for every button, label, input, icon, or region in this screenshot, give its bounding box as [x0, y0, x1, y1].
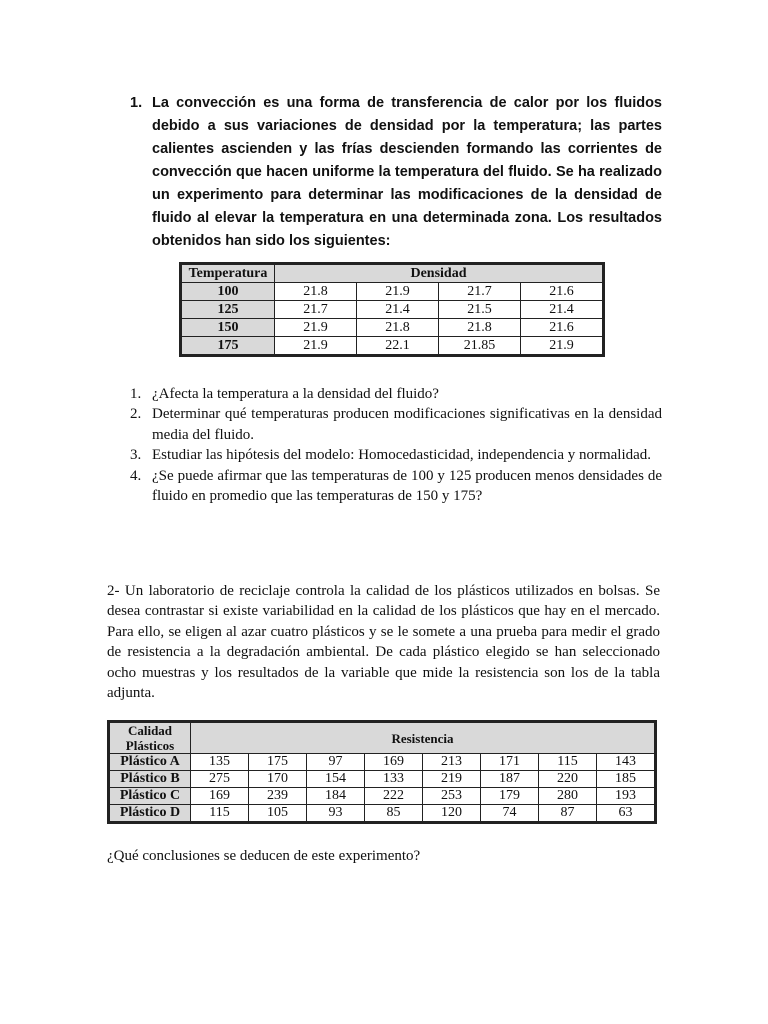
table-cell: 21.9	[521, 337, 604, 356]
table-cell: 193	[597, 788, 656, 805]
table-cell: 21.6	[521, 319, 604, 337]
question-text: Estudiar las hipótesis del modelo: Homocedasticidad, independencia y normalidad.	[152, 447, 652, 464]
exercise-1-statement	[130, 92, 662, 253]
table-cell: 184	[307, 788, 365, 805]
table-cell: 21.9	[275, 319, 357, 337]
table-cell: 170	[249, 771, 307, 788]
table-cell: 213	[423, 754, 481, 771]
table-cell: 154	[307, 771, 365, 788]
exercise-2-text: 2- Un laboratorio de reciclaje controla la calidad de los plásticos utilizados en bolsas. Se desea contrastar si existe variabilidad en la calidad de los plásticos que hay en el mercado. Para ello, se eligen al azar cuatro plásticos y se le somete a una prueba para medir el grado de resistencia a la degradación ambiental. De cada plástico elegido se han seleccionado ocho muestras y los resultados de la variable que mide la resistencia son los de la tabla adjunta.	[107, 583, 660, 702]
table-cell: 105	[249, 805, 307, 823]
table-row	[181, 301, 604, 319]
table-header-resistance: Resistencia	[191, 722, 656, 754]
list-number: 4.	[130, 467, 142, 484]
table-cell: 169	[191, 788, 249, 805]
table-cell: 280	[539, 788, 597, 805]
list-item	[130, 384, 662, 404]
row-label: Plástico D	[109, 805, 191, 823]
table-cell: 115	[539, 754, 597, 771]
list-number: 3.	[130, 447, 142, 464]
table-cell: 143	[597, 754, 656, 771]
row-label: 175	[181, 337, 275, 356]
table-cell: 87	[539, 805, 597, 823]
row-label: Plástico C	[109, 788, 191, 805]
table-row	[109, 754, 656, 771]
table-cell: 21.4	[357, 301, 439, 319]
question-text: Determinar qué temperaturas producen modificaciones significativas en la densidad media del fluido.	[152, 406, 662, 443]
conclusion-question: ¿Qué conclusiones se deducen de este experimento?	[107, 848, 421, 864]
table-row	[181, 283, 604, 301]
table-cell: 171	[481, 754, 539, 771]
table-cell: 21.6	[521, 283, 604, 301]
table-cell: 21.8	[439, 319, 521, 337]
row-label: 125	[181, 301, 275, 319]
table-cell: 22.1	[357, 337, 439, 356]
list-item	[130, 466, 662, 507]
table-cell: 21.9	[275, 337, 357, 356]
table-cell: 133	[365, 771, 423, 788]
resistance-table	[107, 720, 657, 824]
row-label: Plástico B	[109, 771, 191, 788]
table-row	[181, 319, 604, 337]
table-cell: 219	[423, 771, 481, 788]
table-header-density: Densidad	[275, 264, 604, 283]
table-cell: 185	[597, 771, 656, 788]
table-cell: 169	[365, 754, 423, 771]
table-cell: 21.7	[275, 301, 357, 319]
table-cell: 97	[307, 754, 365, 771]
table-header-temperature: Temperatura	[181, 264, 275, 283]
list-number: 1.	[130, 386, 142, 402]
row-label: 150	[181, 319, 275, 337]
table-cell: 120	[423, 805, 481, 823]
list-number: 2.	[130, 406, 142, 423]
row-label: 100	[181, 283, 275, 301]
table-cell: 85	[365, 805, 423, 823]
table-cell: 179	[481, 788, 539, 805]
table-header-quality: Calidad Plásticos	[109, 722, 191, 754]
table-cell: 93	[307, 805, 365, 823]
table-cell: 74	[481, 805, 539, 823]
table-cell: 21.8	[357, 319, 439, 337]
table-row	[109, 788, 656, 805]
table-cell: 115	[191, 805, 249, 823]
question-text: ¿Afecta la temperatura a la densidad del fluido?	[152, 386, 439, 402]
table-row	[109, 805, 656, 823]
exercise-1-questions	[130, 384, 662, 506]
table-cell: 187	[481, 771, 539, 788]
table-cell: 21.8	[275, 283, 357, 301]
list-item	[130, 445, 662, 465]
table-cell: 21.7	[439, 283, 521, 301]
question-text: ¿Se puede afirmar que las temperaturas de 100 y 125 producen menos densidades de fluido en promedio que las temperaturas de 150 y 175?	[152, 467, 662, 505]
row-label: Plástico A	[109, 754, 191, 771]
density-table	[179, 262, 605, 357]
table-cell: 135	[191, 754, 249, 771]
exercise-1-text: La convección es una forma de transferencia de calor por los fluidos debido a sus variaciones de densidad por la temperatura; las partes calientes ascienden y las frías descienden formando las corrientes de convección que hacen uniforme la temperatura del fluido. Se ha realizado un experimento para determinar las modificaciones de la densidad de fluido al elevar la temperatura en una determinada zona. Los resultados obtenidos han sido los siguientes:	[152, 95, 662, 249]
table-cell: 253	[423, 788, 481, 805]
table-cell: 275	[191, 771, 249, 788]
table-cell: 239	[249, 788, 307, 805]
table-row	[181, 337, 604, 356]
table-cell: 21.4	[521, 301, 604, 319]
table-cell: 21.85	[439, 337, 521, 356]
list-item	[130, 404, 662, 445]
table-cell: 21.9	[357, 283, 439, 301]
table-row	[109, 771, 656, 788]
table-cell: 175	[249, 754, 307, 771]
table-cell: 63	[597, 805, 656, 823]
table-cell: 21.5	[439, 301, 521, 319]
table-cell: 220	[539, 771, 597, 788]
exercise-1-number: 1.	[130, 95, 143, 111]
table-cell: 222	[365, 788, 423, 805]
